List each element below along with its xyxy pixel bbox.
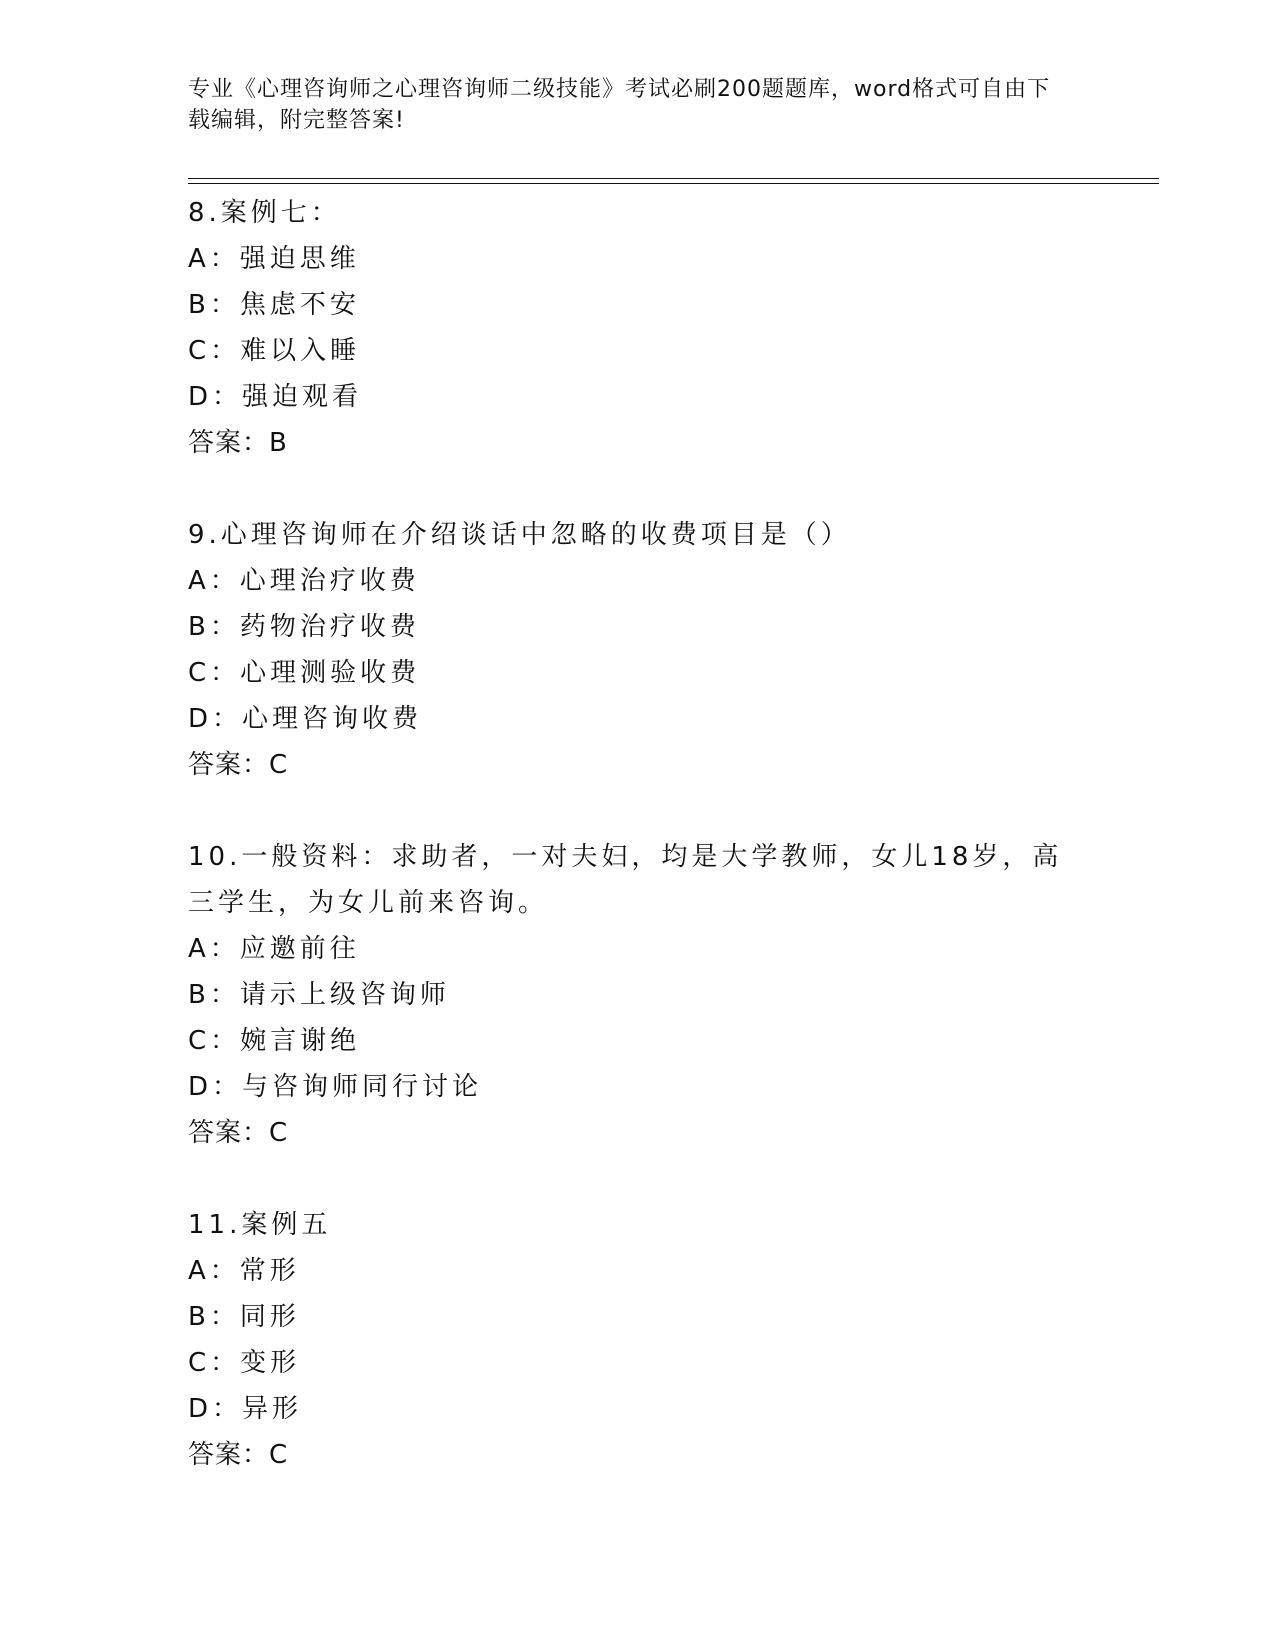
option-c: C：难以入睡 (188, 336, 361, 366)
option-b: B：同形 (188, 1302, 300, 1332)
option-b: B：药物治疗收费 (188, 612, 420, 642)
option-b: B：焦虑不安 (188, 290, 360, 320)
question-stem: 10.一般资料：求助者，一对夫妇，均是大学教师，女儿18岁，高三学生，为女儿前来咨询。 (188, 842, 1063, 918)
document-header: 专业《心理咨询师之心理咨询师二级技能》考试必刷200题题库，word格式可自由下载编辑，附完整答案! (188, 77, 1051, 133)
option-d: D：心理咨询收费 (188, 704, 423, 734)
question-10 (188, 834, 1088, 1156)
answer-label: 答案：C (188, 1440, 289, 1470)
option-c: C：心理测验收费 (188, 658, 421, 688)
option-d: D：与咨询师同行讨论 (188, 1072, 483, 1102)
question-9 (188, 512, 1088, 788)
option-a: A：强迫思维 (188, 244, 360, 274)
question-list (188, 190, 1088, 1524)
question-11 (188, 1202, 1088, 1478)
answer-label: 答案：B (188, 428, 288, 458)
option-b: B：请示上级咨询师 (188, 980, 450, 1010)
header-divider-bottom (188, 183, 1159, 184)
answer-label: 答案：C (188, 1118, 289, 1148)
option-c: C：变形 (188, 1348, 301, 1378)
question-stem: 11.案例五 (188, 1210, 332, 1240)
question-8 (188, 190, 1088, 466)
option-a: A：常形 (188, 1256, 300, 1286)
option-d: D：强迫观看 (188, 382, 363, 412)
option-c: C：婉言谢绝 (188, 1026, 361, 1056)
option-a: A：心理治疗收费 (188, 566, 420, 596)
header-divider-top (188, 178, 1159, 179)
question-stem: 9.心理咨询师在介绍谈话中忽略的收费项目是（） (188, 520, 851, 550)
answer-label: 答案：C (188, 750, 289, 780)
option-a: A：应邀前往 (188, 934, 360, 964)
question-stem: 8.案例七： (188, 198, 341, 228)
option-d: D：异形 (188, 1394, 303, 1424)
